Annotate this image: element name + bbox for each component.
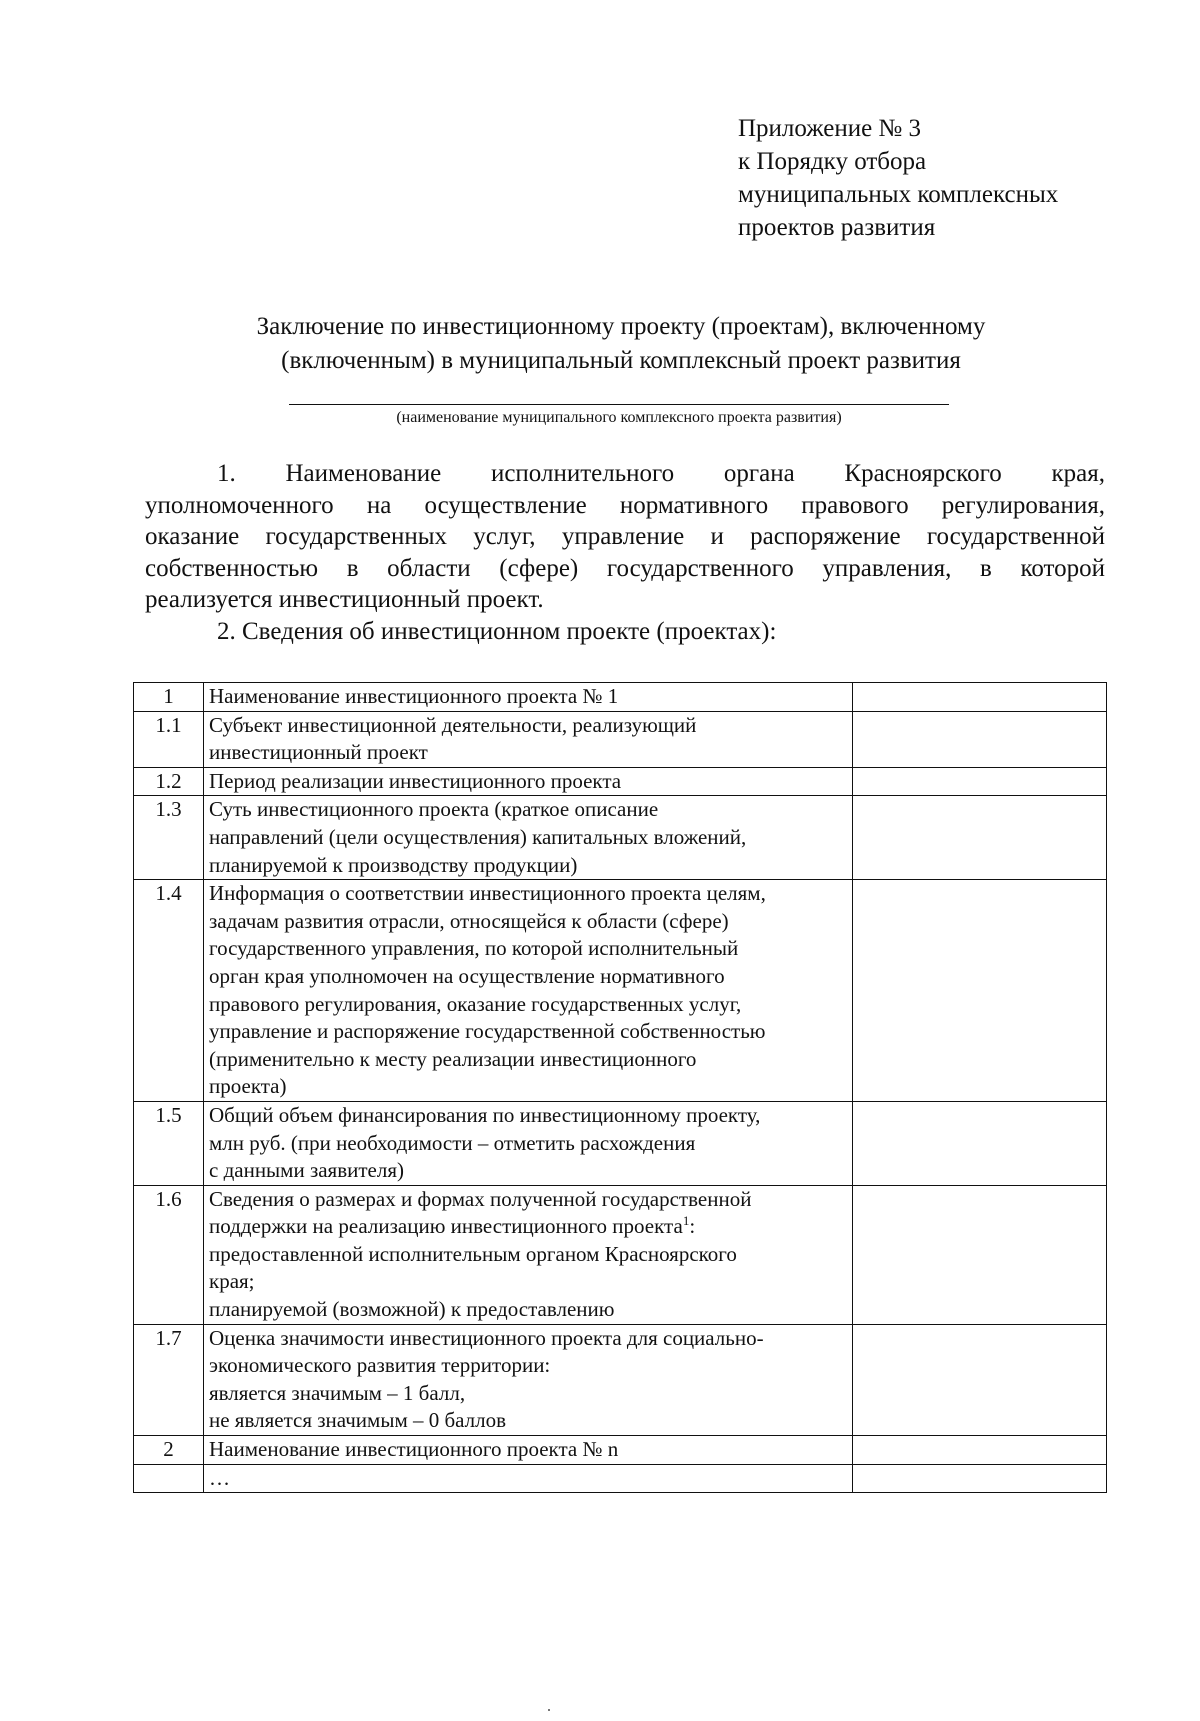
paragraph-1-line: реализуется инвестиционный проект. (145, 586, 544, 613)
row-description (204, 711, 853, 767)
row-value-cell[interactable] (853, 1464, 1107, 1493)
footnote-colon: : (689, 1214, 696, 1239)
row-number: 1.3 (134, 796, 204, 880)
row-value-cell[interactable] (853, 683, 1107, 712)
table-row (134, 1464, 1107, 1493)
row-number: 1.4 (134, 880, 204, 1102)
table-row (134, 767, 1107, 796)
appendix-line: проектов развития (738, 214, 936, 241)
row-value-cell[interactable] (853, 767, 1107, 796)
row-value-cell[interactable] (853, 1185, 1107, 1324)
paragraph-1-line: уполномоченного на осуществление нормативного правового регулирования, (145, 491, 1105, 519)
title-line: Заключение по инвестиционному проекту (проектам), включенному (256, 313, 986, 340)
row-description (204, 796, 853, 880)
row-description (204, 767, 853, 796)
appendix-block (738, 112, 1058, 244)
row-description-line: является значимым – 1 балл, (209, 1380, 466, 1405)
row-number (134, 1464, 204, 1493)
row-value-cell[interactable] (853, 1436, 1107, 1465)
row-description-line (209, 1213, 848, 1241)
row-description-line: Суть инвестиционного проекта (краткое описание (209, 797, 659, 822)
row-description (204, 1436, 853, 1465)
row-description-line: планируемой к производству продукции) (209, 852, 578, 877)
appendix-line: Приложение № 3 (738, 115, 922, 142)
row-description-line: задачам развития отрасли, относящейся к области (сфере) (209, 908, 729, 933)
row-description-line: Общий объем финансирования по инвестиционному проекту, (209, 1102, 761, 1127)
row-description-line: с данными заявителя) (209, 1158, 404, 1183)
row-description-line: государственного управления, по которой исполнительный (209, 936, 739, 961)
row-description-line: управление и распоряжение государственной собственностью (209, 1019, 766, 1044)
paragraph-1 (145, 458, 1105, 616)
row-description-line: орган края уполномочен на осуществление нормативного (209, 963, 725, 988)
document-title (140, 310, 1102, 378)
row-description-line: планируемой (возможной) к предоставлению (209, 1297, 615, 1322)
row-description (204, 1185, 853, 1324)
paragraph-2: 2. Сведения об инвестиционном проекте (проектах): (217, 618, 777, 645)
row-number: 1.1 (134, 711, 204, 767)
row-value-cell[interactable] (853, 880, 1107, 1102)
title-line: (включенным) в муниципальный комплексный проект развития (281, 347, 961, 374)
table-row (134, 1101, 1107, 1185)
row-description-line: экономического развития территории: (209, 1353, 551, 1378)
row-value-cell[interactable] (853, 711, 1107, 767)
row-description-text: поддержки на реализацию инвестиционного проекта (209, 1214, 683, 1239)
row-description-line: края; (209, 1269, 255, 1294)
row-value-cell[interactable] (853, 796, 1107, 880)
row-number: 1.6 (134, 1185, 204, 1324)
row-description-line: направлений (цели осуществления) капитальных вложений, (209, 824, 747, 849)
row-value-cell[interactable] (853, 1101, 1107, 1185)
row-description-line: не является значимым – 0 баллов (209, 1408, 507, 1433)
footnote-mark: 1 (682, 1213, 690, 1229)
paragraph-1-line: оказание государственных услуг, управление и распоряжение государственной (145, 523, 1105, 550)
table-row (134, 1436, 1107, 1465)
table-row (134, 1324, 1107, 1435)
table-row (134, 796, 1107, 880)
row-description-line: … (209, 1465, 230, 1490)
paragraph-1-line: собственностью в области (сфере) государственного управления, в которой (145, 554, 1105, 582)
row-description (204, 1324, 853, 1435)
row-description-line: предоставленной исполнительным органом Красноярского (209, 1241, 737, 1266)
row-description-line: правового регулирования, оказание государственных услуг, (209, 991, 742, 1016)
row-description-line: (применительно к месту реализации инвестиционного (209, 1046, 697, 1071)
row-description-line: Наименование инвестиционного проекта № 1 (209, 684, 619, 708)
row-description-line: Сведения о размерах и формах полученной государственной (209, 1186, 752, 1211)
table-row (134, 683, 1107, 712)
row-description-line: млн руб. (при необходимости – отметить расхождения (209, 1130, 696, 1155)
project-name-fill-line (289, 404, 949, 405)
row-number: 1.2 (134, 767, 204, 796)
row-description (204, 683, 853, 712)
row-number: 2 (134, 1436, 204, 1465)
row-number: 1 (134, 683, 204, 712)
paragraph-1-line: 1. Наименование исполнительного органа Красноярского края, (217, 460, 1105, 487)
table-row (134, 711, 1107, 767)
table-row (134, 1185, 1107, 1324)
scan-speck (548, 1709, 550, 1711)
appendix-line: муниципальных комплексных (738, 181, 1059, 208)
row-number: 1.5 (134, 1101, 204, 1185)
appendix-line: к Порядку отбора (738, 148, 927, 175)
row-description-line: Наименование инвестиционного проекта № n (209, 1437, 619, 1462)
table-row (134, 880, 1107, 1102)
row-description-line: инвестиционный проект (209, 740, 428, 765)
row-description-line: Информация о соответствии инвестиционного проекта целям, (209, 881, 766, 906)
row-description-line: Субъект инвестиционной деятельности, реализующий (209, 712, 697, 737)
row-description-line: проекта) (209, 1074, 287, 1099)
row-description (204, 880, 853, 1102)
row-description-line: Период реализации инвестиционного проекта (209, 768, 622, 793)
row-number: 1.7 (134, 1324, 204, 1435)
row-description (204, 1101, 853, 1185)
project-info-table (133, 682, 1107, 1493)
row-description (204, 1464, 853, 1493)
row-value-cell[interactable] (853, 1324, 1107, 1435)
project-name-caption: (наименование муниципального комплексного проекта развития) (396, 409, 842, 426)
row-description-line: Оценка значимости инвестиционного проекта для социально- (209, 1325, 764, 1350)
